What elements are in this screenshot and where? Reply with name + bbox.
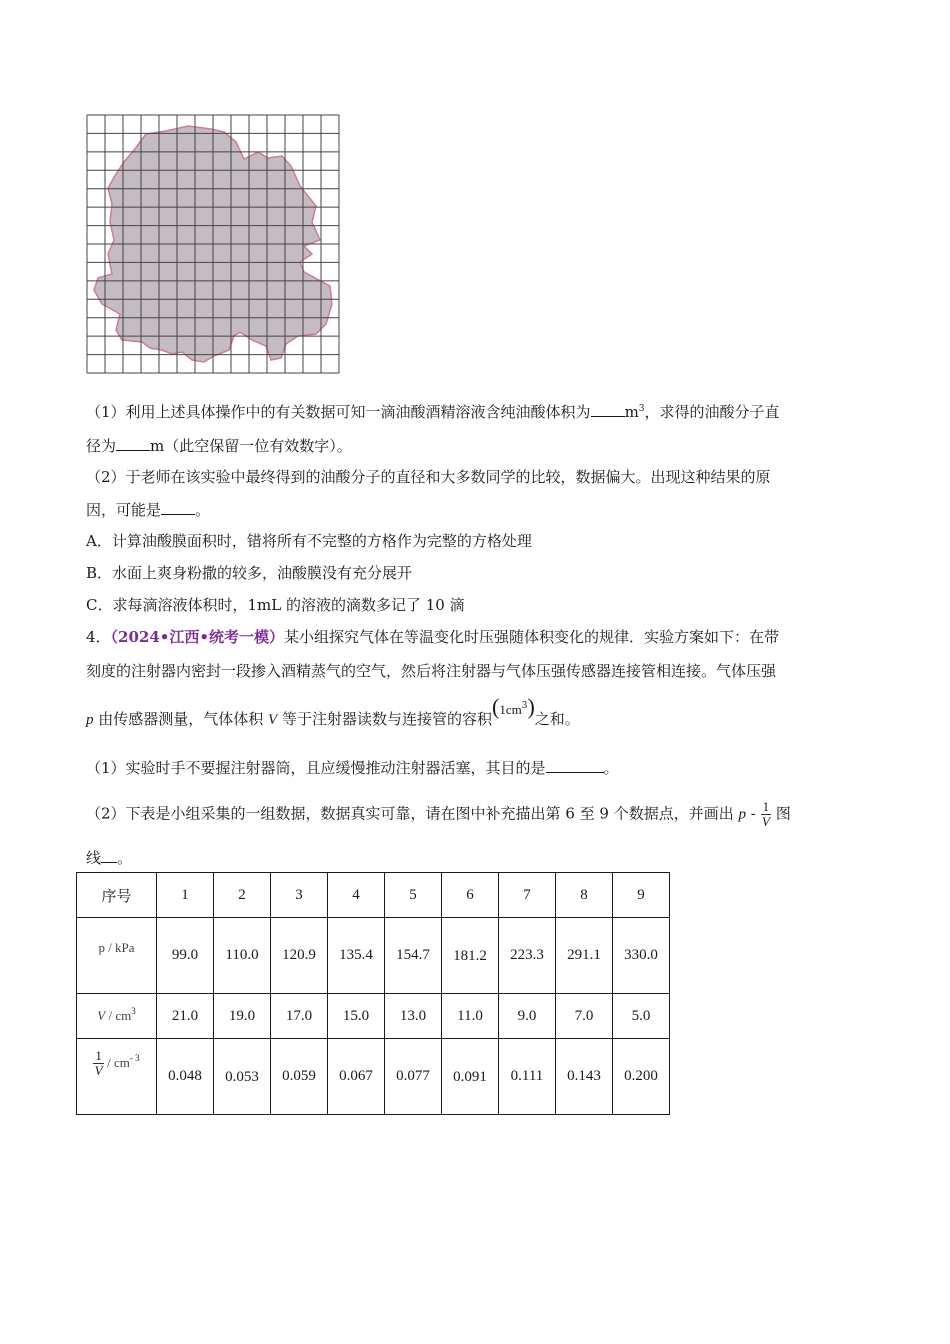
q4-paren-close: ) bbox=[527, 694, 535, 719]
q4-part2-dash: - bbox=[745, 804, 761, 823]
q4-v-symbol: V bbox=[268, 712, 278, 728]
table-header-inverse-volume bbox=[77, 1039, 157, 1115]
inverse-volume-num: 1 bbox=[95, 1048, 102, 1063]
q4-line3 bbox=[86, 694, 580, 731]
q4-line3-mid2: 等于注射器读数与连接管的容积 bbox=[277, 710, 492, 728]
q3-reason-blank[interactable] bbox=[161, 498, 195, 515]
q4-part2-p: p bbox=[738, 806, 746, 823]
table-cell: 19.0 bbox=[214, 994, 271, 1039]
q4-part1-suffix: 。 bbox=[603, 759, 619, 777]
table-cell-wrapped: 0.053 bbox=[225, 1068, 259, 1085]
table-cell: 3 bbox=[271, 873, 328, 918]
table-cell: 17.0 bbox=[271, 994, 328, 1039]
q4-part2-line2-prefix: 线 bbox=[86, 849, 102, 867]
table-cell: 110.0 bbox=[214, 918, 271, 994]
q4-part2-line2 bbox=[86, 846, 132, 869]
q3-part2-prefix: 因，可能是 bbox=[86, 501, 162, 519]
table-cell: 120.9 bbox=[271, 918, 328, 994]
q4-tube-volume-exp: 3 bbox=[521, 701, 528, 711]
inverse-volume-fraction bbox=[93, 1049, 104, 1078]
volume-label-unit: / cm bbox=[105, 1007, 132, 1023]
table-cell-wrapped: 181.2 bbox=[453, 947, 487, 964]
q3-part2-line2 bbox=[86, 498, 210, 521]
table-cell: 0.059 bbox=[271, 1039, 328, 1115]
q4-tube-volume bbox=[492, 696, 535, 721]
table-cell: 8 bbox=[556, 873, 613, 918]
table-cell: 4 bbox=[328, 873, 385, 918]
table-cell: 5.0 bbox=[613, 994, 670, 1039]
table-cell: 21.0 bbox=[157, 994, 214, 1039]
table-header-volume bbox=[77, 994, 157, 1039]
table-header-pressure bbox=[77, 918, 157, 994]
inverse-volume-exp: - 3 bbox=[129, 1052, 140, 1063]
table-cell: 9.0 bbox=[499, 994, 556, 1039]
table-row-index bbox=[77, 873, 670, 918]
q3-part1-suffix: ，求得的油酸分子直 bbox=[644, 403, 780, 421]
q3-diameter-blank[interactable] bbox=[116, 434, 150, 451]
q4-line3-mid: 由传感器测量，气体体积 bbox=[93, 710, 269, 728]
q3-part2-suffix: 。 bbox=[195, 501, 211, 519]
table-cell bbox=[442, 918, 499, 994]
table-header-index: 序号 bbox=[77, 873, 157, 918]
table-cell: 135.4 bbox=[328, 918, 385, 994]
table-cell bbox=[442, 1039, 499, 1115]
q4-line2: 刻度的注射器内密封一段掺入酒精蒸气的空气，然后将注射器与气体压强传感器连接管相连接。气体压强 bbox=[86, 662, 777, 680]
table-cell bbox=[214, 1039, 271, 1115]
table-cell: 154.7 bbox=[385, 918, 442, 994]
q4-paren-open: ( bbox=[492, 694, 500, 719]
table-cell: 6 bbox=[442, 873, 499, 918]
pressure-label: p / kPa bbox=[98, 940, 135, 955]
q3-part2-text: （2）于老师在该实验中最终得到的油酸分子的直径和大多数同学的比较，数据偏大。出现这种结果的原 bbox=[86, 468, 771, 486]
oil-film-grid-figure bbox=[86, 114, 340, 374]
q4-part2-line1 bbox=[86, 800, 791, 829]
data-table bbox=[76, 872, 670, 1115]
q3-option-a[interactable]: A．计算油酸膜面积时，错将所有不完整的方格作为完整的方格处理 bbox=[86, 532, 532, 550]
q4-line1-text: 某小组探究气体在等温变化时压强随体积变化的规律．实验方案如下：在带 bbox=[283, 628, 779, 646]
q4-purpose-blank[interactable] bbox=[546, 756, 604, 773]
q4-fraction-num: 1 bbox=[762, 799, 770, 814]
q4-part2-line2-suffix: 。 bbox=[117, 849, 133, 867]
table-cell: 0.077 bbox=[385, 1039, 442, 1115]
q4-p-symbol: p bbox=[86, 712, 94, 728]
table-cell: 13.0 bbox=[385, 994, 442, 1039]
table-cell: 11.0 bbox=[442, 994, 499, 1039]
q3-option-b[interactable]: B．水面上爽身粉撒的较多，油酸膜没有充分展开 bbox=[86, 564, 413, 582]
q3-part2-line1 bbox=[86, 466, 771, 488]
table-cell: 0.067 bbox=[328, 1039, 385, 1115]
q4-part2-text: （2）下表是小组采集的一组数据，数据真实可靠，请在图中补充描出第 6 至 9 个数据点，并画出 bbox=[86, 804, 739, 823]
table-cell: 1 bbox=[157, 873, 214, 918]
table-cell: 0.111 bbox=[499, 1039, 556, 1115]
table-cell: 291.1 bbox=[556, 918, 613, 994]
volume-label-symbol: V bbox=[97, 1007, 106, 1023]
table-cell: 0.143 bbox=[556, 1039, 613, 1115]
q4-line1 bbox=[86, 626, 779, 648]
table-cell: 223.3 bbox=[499, 918, 556, 994]
q4-part2-fraction bbox=[761, 800, 772, 829]
q3-option-c[interactable]: C．求每滴溶液体积时，1mL 的溶液的滴数多记了 10 滴 bbox=[86, 596, 465, 614]
q3-volume-unit: m bbox=[624, 403, 639, 421]
q3-part1-line1 bbox=[86, 400, 780, 423]
q3-part1-line2 bbox=[86, 434, 352, 457]
q4-part2-suffix: 图 bbox=[771, 804, 791, 823]
q3-volume-blank[interactable] bbox=[591, 400, 625, 417]
table-cell: 0.200 bbox=[613, 1039, 670, 1115]
inverse-volume-unit: / cm bbox=[103, 1054, 130, 1070]
table-cell: 330.0 bbox=[613, 918, 670, 994]
q4-source-tag: （2024•江西•统考一模） bbox=[110, 628, 284, 646]
table-row-pressure bbox=[77, 918, 670, 994]
q3-part1-line2-prefix: 径为 bbox=[86, 437, 117, 455]
q4-graph-blank[interactable] bbox=[101, 846, 117, 863]
q3-part1-line2-suffix: m（此空保留一位有效数字）。 bbox=[150, 437, 352, 455]
inverse-volume-den: V bbox=[94, 1063, 103, 1078]
table-row-inverse-volume bbox=[77, 1039, 670, 1115]
volume-label-exp: 3 bbox=[131, 1005, 136, 1016]
table-cell: 9 bbox=[613, 873, 670, 918]
table-cell: 0.048 bbox=[157, 1039, 214, 1115]
q4-part1 bbox=[86, 756, 619, 779]
q4-number: 4． bbox=[86, 628, 111, 646]
table-cell: 5 bbox=[385, 873, 442, 918]
table-cell-wrapped: 0.091 bbox=[453, 1068, 487, 1085]
q3-volume-unit-exp: 3 bbox=[638, 404, 645, 414]
table-cell: 15.0 bbox=[328, 994, 385, 1039]
q4-part1-text: （1）实验时手不要握注射器筒，且应缓慢推动注射器活塞，其目的是 bbox=[86, 759, 546, 777]
q4-line3-end: 之和。 bbox=[534, 710, 580, 728]
table-cell: 2 bbox=[214, 873, 271, 918]
table-cell: 7 bbox=[499, 873, 556, 918]
table-row-volume bbox=[77, 994, 670, 1039]
table-cell: 99.0 bbox=[157, 918, 214, 994]
table-cell: 7.0 bbox=[556, 994, 613, 1039]
q4-fraction-den: V bbox=[761, 814, 770, 829]
q3-part1-text: （1）利用上述具体操作中的有关数据可知一滴油酸酒精溶液含纯油酸体积为 bbox=[86, 403, 591, 421]
q4-tube-volume-value: 1cm bbox=[499, 702, 522, 717]
